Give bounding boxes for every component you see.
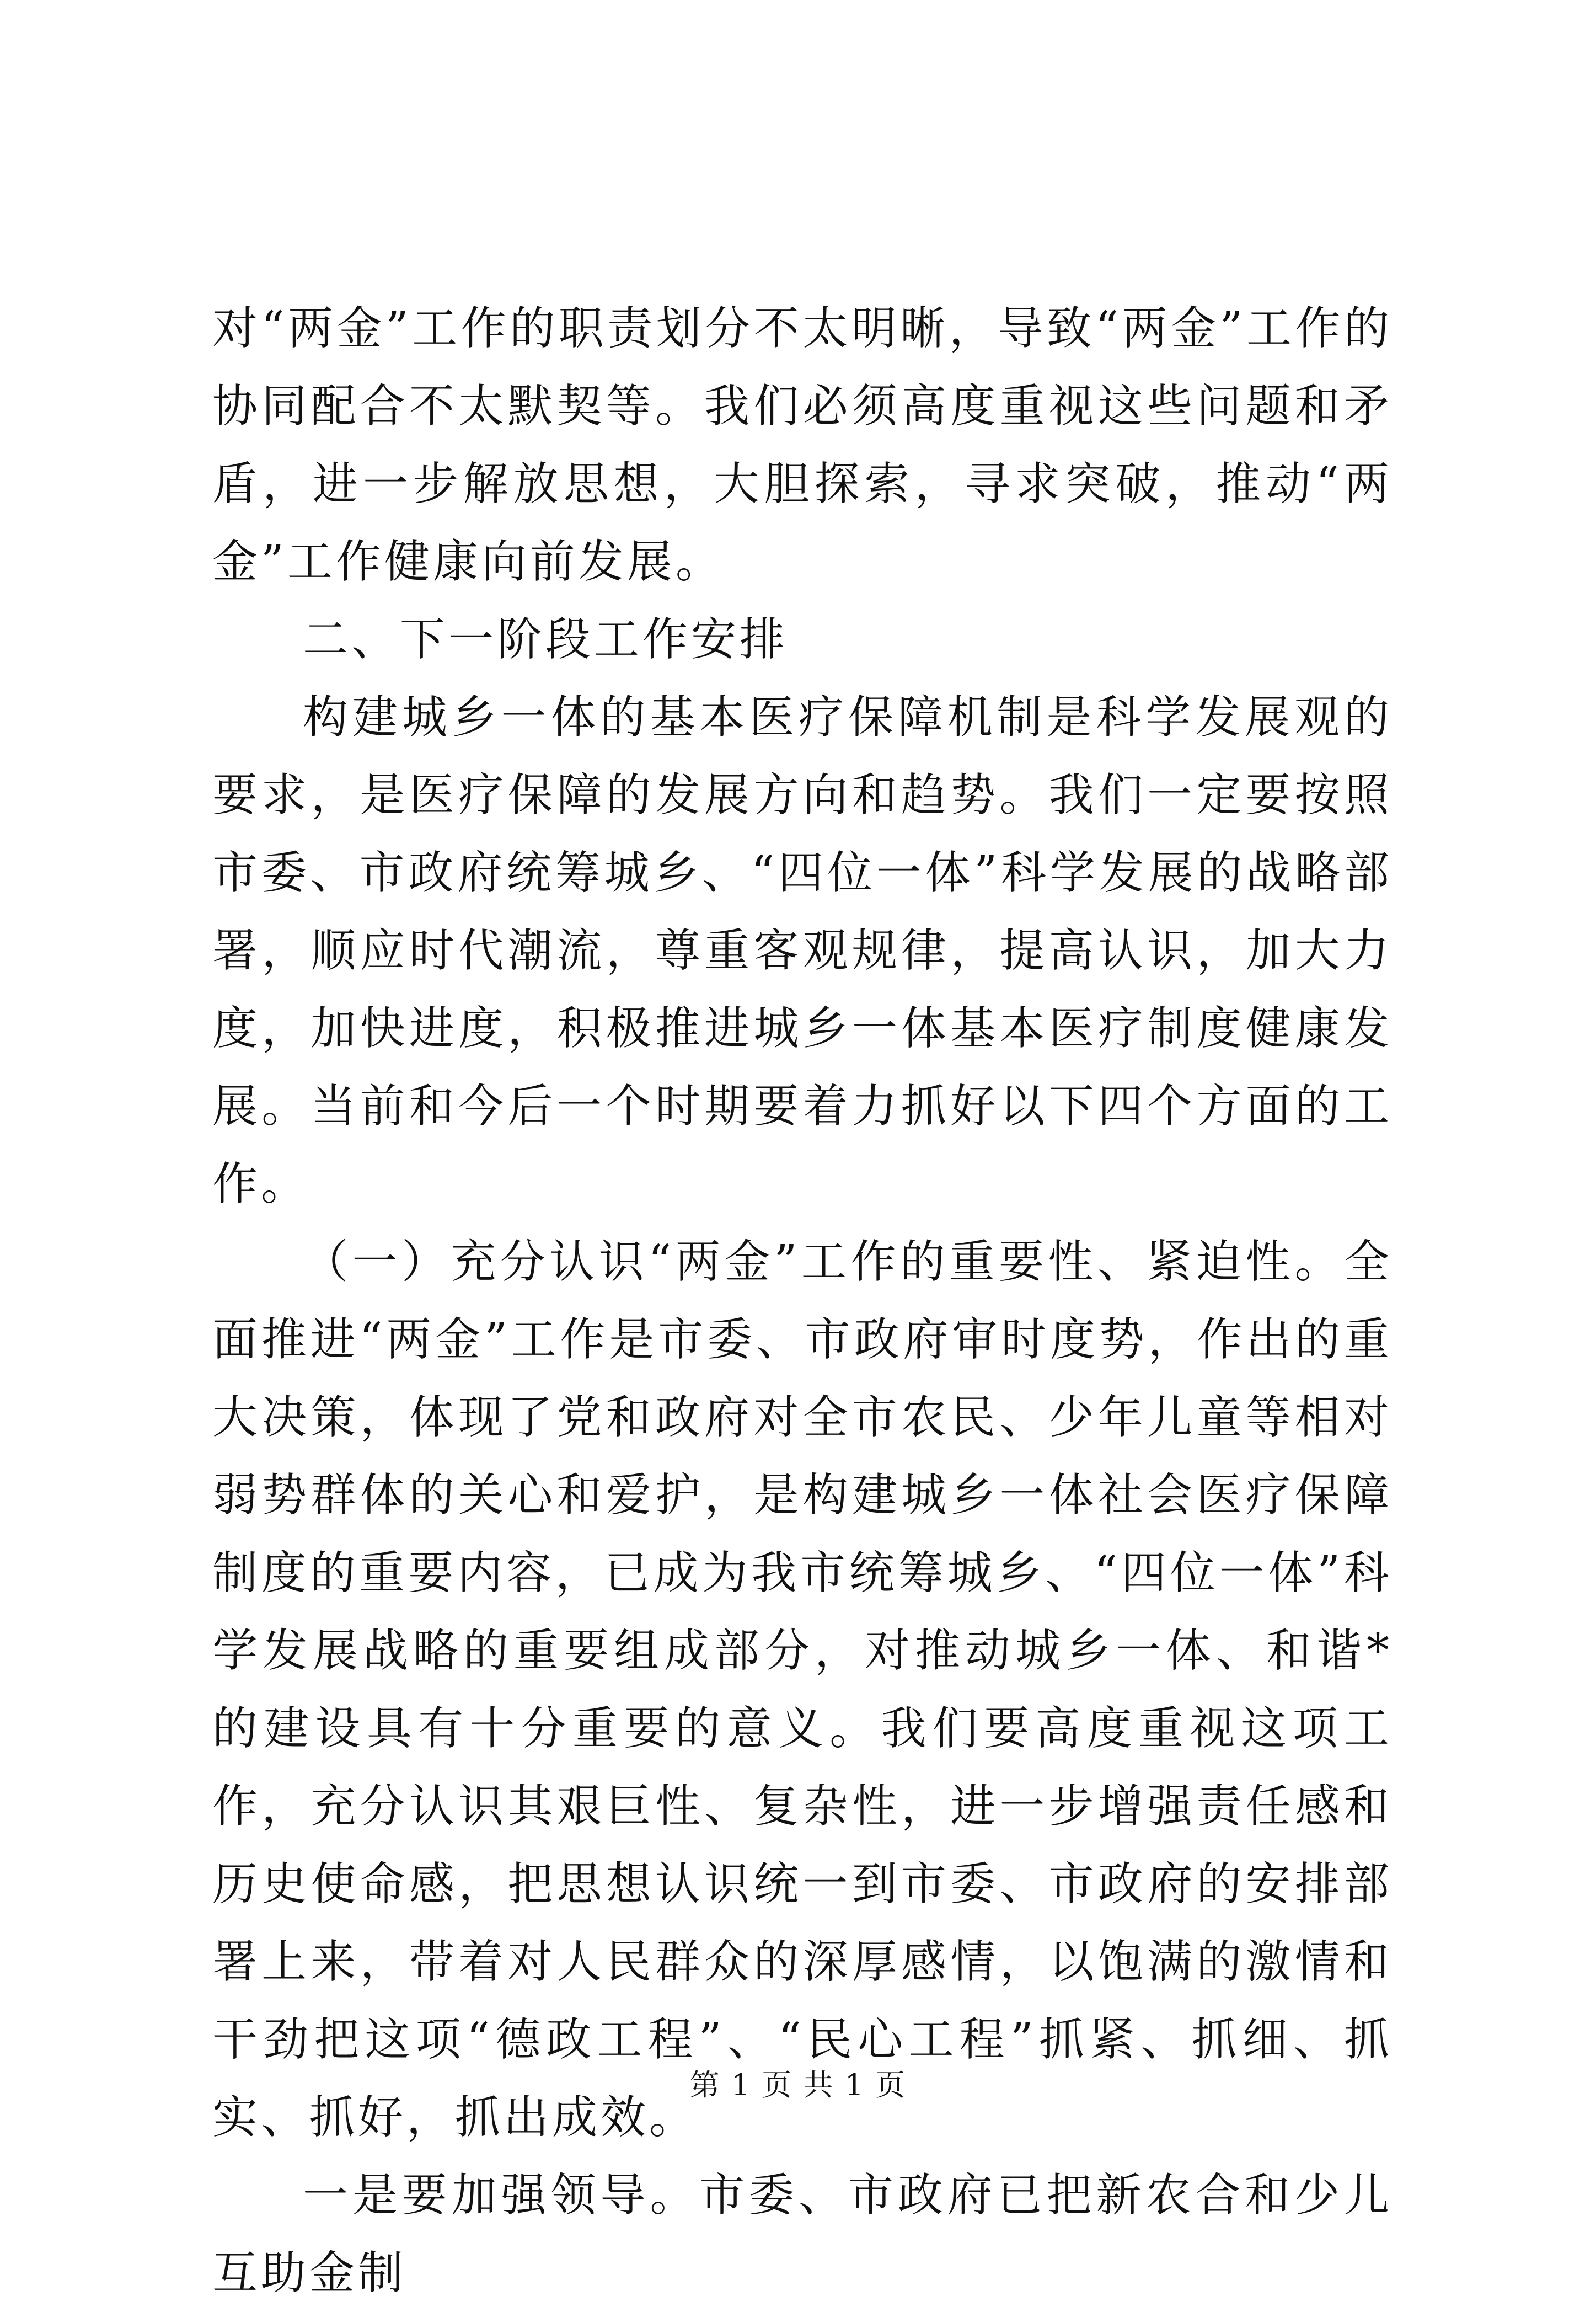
paragraph-overview: 构建城乡一体的基本医疗保障机制是科学发展观的要求，是医疗保障的发展方向和趋势。我们一定要按照市委、市政府统筹城乡、“四位一体”科学发展的战略部署，顺应时代潮流，尊重客观规律，提高认识，加大力度，加快进度，积极推进城乡一体基本医疗制度健康发展。当前和今后一个时期要着力抓好以下四个方面的工作。 <box>212 691 1393 1210</box>
page-footer: 第 1 页 共 1 页 <box>689 2068 907 2102</box>
paragraph-leadership: 一是要加强领导。市委、市政府已把新农合和少儿互助金制 <box>212 2169 1393 2299</box>
paragraph-continuation: 对“两金”工作的职责划分不太明晰，导致“两金”工作的协同配合不太默契等。我们必须高度重视这些问题和矛盾，进一步解放思想，大胆探索，寻求突破，推动“两金”工作健康向前发展。 <box>212 302 1393 588</box>
section-heading: 二、下一阶段工作安排 <box>303 613 789 666</box>
paragraph-point-one: （一）充分认识“两金”工作的重要性、紧迫性。全面推进“两金”工作是市委、市政府审时度势，作出的重大决策，体现了党和政府对全市农民、少年儿童等相对弱势群体的关心和爱护，是构建城乡一体社会医疗保障制度的重要内容，已成为我市统筹城乡、“四位一体”科学发展战略的重要组成部分，对推动城乡一体、和谐*的建设具有十分重要的意义。我们要高度重视这项工作，充分认识其艰巨性、复杂性，进一步增强责任感和历史使命感，把思想认识统一到市委、市政府的安排部署上来，带着对人民群众的深厚感情，以饱满的激情和干劲把这项“德政工程”、“民心工程”抓紧、抓细、抓实、抓好，抓出成效。 <box>212 1236 1393 2144</box>
document-body <box>212 290 1393 2312</box>
